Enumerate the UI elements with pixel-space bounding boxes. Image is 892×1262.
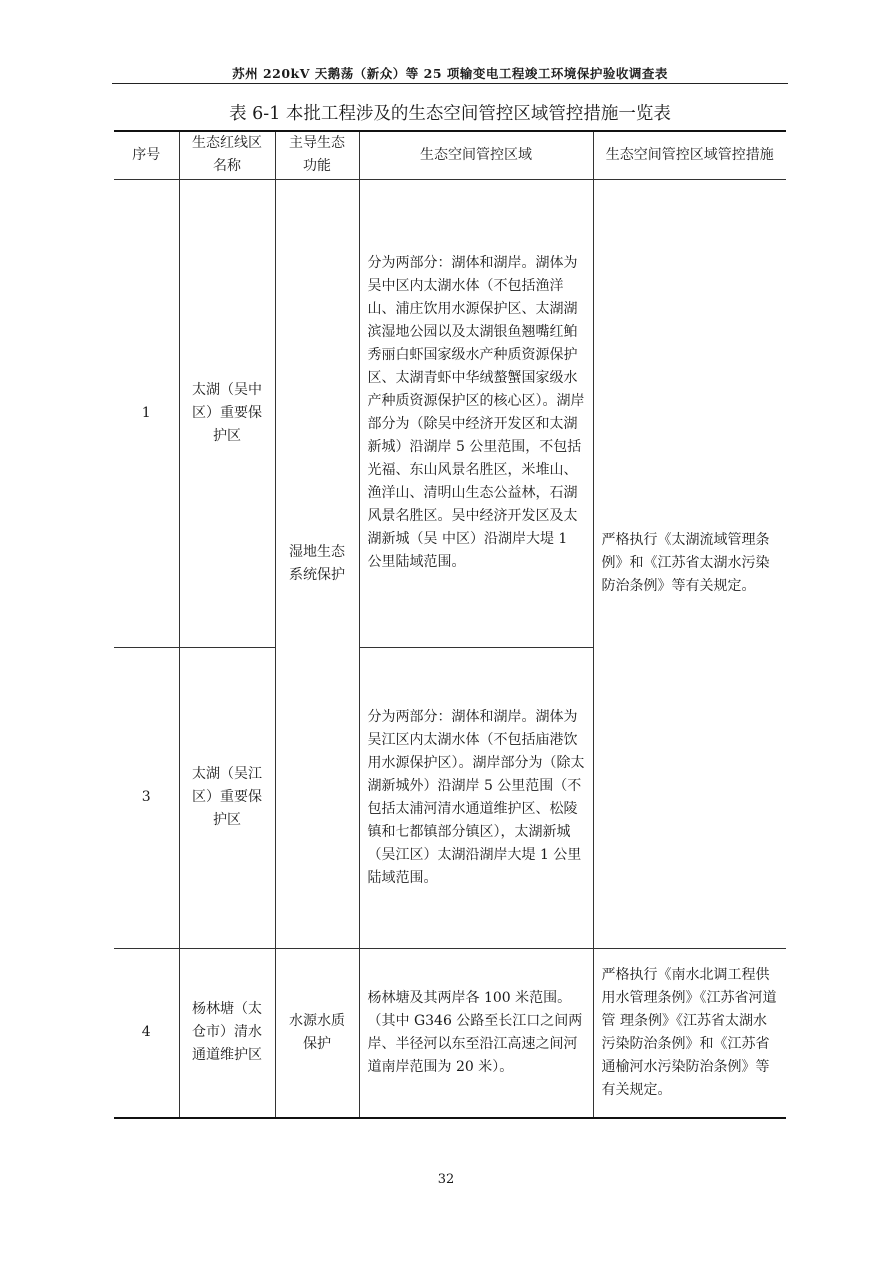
header-area: 生态空间管控区域 xyxy=(359,131,593,179)
row-measures-merged: 严格执行《太湖流域管理条例》和《江苏省太湖水污染防治条例》等有关规定。 xyxy=(593,179,786,948)
row-area: 分为两部分：湖体和湖岸。湖体为吴中区内太湖水体（不包括渔洋山、浦庄饮用水源保护区、太湖湖滨湿地公园以及太湖银鱼翘嘴红鲌秀丽白虾国家级水产种质资源保护区、太湖青虾中华绒螯蟹国家级水产种质资源保护区的核心区）。湖岸部分为（除吴中经济开发区和太湖新城）沿湖岸 5 公里范围，不包括光福、东山风景名胜区，米堆山、渔洋山、清明山生态公益林，石湖风景名胜区。吴中经济开发区及太湖新城（吴 中区）沿湖岸大堤 1 公里陆域范围。 xyxy=(359,179,593,647)
row-seq: 1 xyxy=(114,179,179,647)
row-seq: 3 xyxy=(114,647,179,948)
row-function: 水源水质保护 xyxy=(275,948,359,1118)
row-area: 分为两部分：湖体和湖岸。湖体为吴江区内太湖水体（不包括庙港饮用水源保护区）。湖岸部分为（除太湖新城外）沿湖岸 5 公里范围（不包括太浦河清水通道维护区、松陵镇和七都镇部分镇区），太湖新城（吴江区）太湖沿湖岸大堤 1 公里陆域范围。 xyxy=(359,647,593,948)
row-measures: 严格执行《南水北调工程供用水管理条例》《江苏省河道管 理条例》《江苏省太湖水污染防治条例》和《江苏省通榆河水污染防治条例》等有关规定。 xyxy=(593,948,786,1118)
header-function: 主导生态功能 xyxy=(275,131,359,179)
row-area: 杨林塘及其两岸各 100 米范围。（其中 G346 公路至长江口之间两岸、半径河以东至沿江高速之间河道南岸范围为 20 米）。 xyxy=(359,948,593,1118)
header-measures: 生态空间管控区域管控措施 xyxy=(593,131,786,179)
row-seq: 4 xyxy=(114,948,179,1118)
row-zone-name: 太湖（吴江区）重要保护区 xyxy=(179,647,275,948)
header-seq: 序号 xyxy=(114,131,179,179)
document-header-title: 苏州 220kV 天鹅荡（新众）等 25 项输变电工程竣工环境保护验收调查表 xyxy=(232,66,668,81)
row-zone-name: 杨林塘（太仓市）清水通道维护区 xyxy=(179,948,275,1118)
row-zone-name: 太湖（吴中区）重要保护区 xyxy=(179,179,275,647)
header-rule xyxy=(112,83,788,84)
header-zone-name: 生态红线区名称 xyxy=(179,131,275,179)
table-title: 表 6-1 本批工程涉及的生态空间管控区域管控措施一览表 xyxy=(229,104,671,124)
table-row xyxy=(114,948,786,1118)
table-header-row xyxy=(114,131,786,179)
table-row xyxy=(114,179,786,647)
row-function-merged: 湿地生态系统保护 xyxy=(275,179,359,948)
page-number: 32 xyxy=(437,1172,455,1187)
control-measures-table xyxy=(114,130,786,1119)
